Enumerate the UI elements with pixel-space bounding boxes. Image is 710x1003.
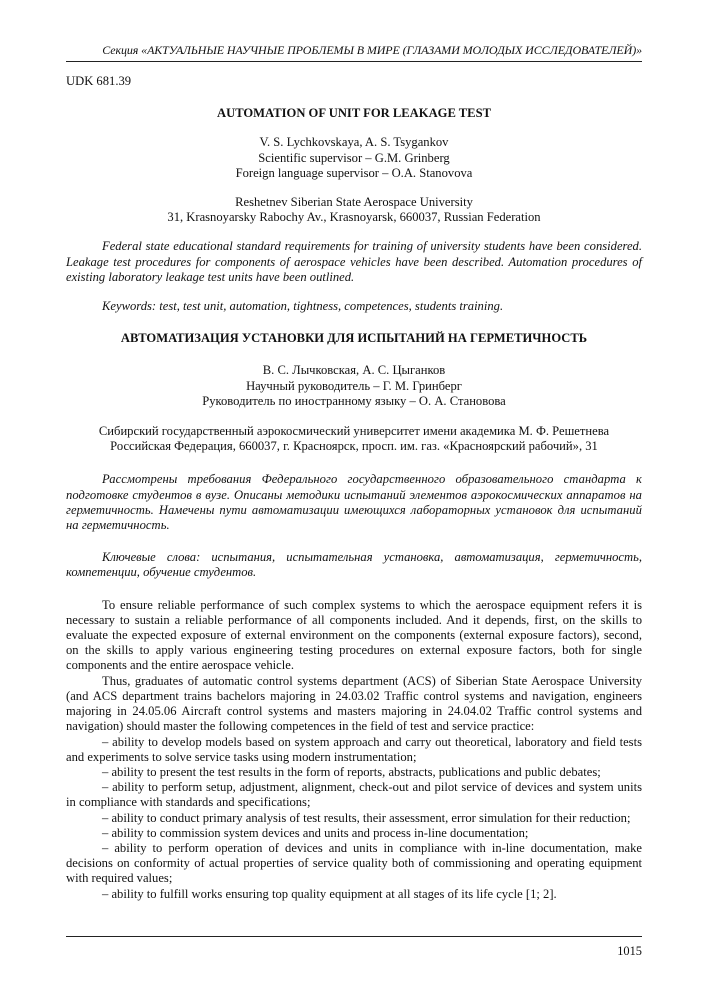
affiliation-line: Reshetnev Siberian State Aerospace University — [235, 195, 473, 210]
competence-item: – ability to develop models based on system approach and carry out theoretical, laboratory and field tests and experiments to solve service tasks using modern instrumentation; — [66, 734, 642, 764]
competence-item: – ability to present the test results in the form of reports, abstracts, publications and public debates; — [102, 764, 601, 779]
russian-affiliation — [66, 424, 642, 454]
affiliation-line: Российская Федерация, 660037, г. Красноярск, просп. им. газ. «Красноярский рабочий», 31 — [110, 439, 598, 454]
header-rule — [66, 61, 642, 62]
english-affiliation — [66, 195, 642, 225]
competence-item: – ability to perform operation of devices and units in compliance with in-line documentation, make decisions on conformity of actual properties of service quality both of commissioning and operating equipment with required values; — [66, 840, 642, 886]
affiliation-line: 31, Krasnoyarsky Rabochy Av., Krasnoyarsk, 660037, Russian Federation — [167, 210, 541, 225]
author-line: Руководитель по иностранному языку – О. А. Становова — [202, 393, 506, 408]
english-keywords: Keywords: test, test unit, automation, tightness, competences, students training. — [102, 299, 504, 314]
competence-item: – ability to fulfill works ensuring top quality equipment at all stages of its life cycle [1; 2]. — [102, 886, 557, 901]
competence-item: – ability to commission system devices and units and process in-line documentation; — [102, 825, 529, 840]
russian-authors — [66, 363, 642, 409]
body-paragraph: Thus, graduates of automatic control systems department (ACS) of Siberian State Aerospace University (and ACS department trains bachelors majoring in 24.03.02 Traffic control systems and navigation, engineers majoring in 24.05.06 Aircraft control systems and masters majoring in 24.04.02 Traffic control systems and navigation) should master the following competences in the field of test and service practice: — [66, 673, 642, 734]
udk-code: UDK 681.39 — [66, 74, 132, 88]
running-head: Секция «АКТУАЛЬНЫЕ НАУЧНЫЕ ПРОБЛЕМЫ В МИРЕ (ГЛАЗАМИ МОЛОДЫХ ИССЛЕДОВАТЕЛЕЙ)» — [102, 43, 642, 57]
author-line: Научный руководитель – Г. М. Гринберг — [246, 378, 462, 393]
affiliation-line: Сибирский государственный аэрокосмический университет имени академика М. Ф. Решетнева — [98, 424, 610, 439]
english-authors — [66, 135, 642, 181]
competence-item: – ability to conduct primary analysis of test results, their assessment, error simulation for their reduction; — [102, 810, 631, 825]
author-line: Scientific supervisor – G.M. Grinberg — [258, 150, 450, 165]
body-paragraph: To ensure reliable performance of such complex systems to which the aerospace equipment refers it is necessary to sustain a reliable performance of all components included. And it depends, first, on the skills to evaluate the expected exposure of external environment on the components (external exposure factors), second, on the skills to apply various engineering testing procedures on external exposure factors, both for single components and the entire aerospace vehicle. — [66, 597, 642, 673]
journal-page — [66, 0, 642, 1003]
author-line: В. С. Лычковская, А. С. Цыганков — [262, 363, 446, 378]
author-line: V. S. Lychkovskaya, A. S. Tsygankov — [259, 135, 449, 150]
competence-item: – ability to perform setup, adjustment, alignment, check-out and pilot service of devices and system units in compliance with standards and specifications; — [66, 780, 642, 810]
english-title: AUTOMATION OF UNIT FOR LEAKAGE TEST — [217, 106, 491, 121]
russian-keywords: Ключевые слова: испытания, испытательная установка, автоматизация, герметичность, компетенции, обучение студентов. — [66, 550, 642, 580]
russian-abstract: Рассмотрены требования Федерального государственного образовательного стандарта к подготовке студентов в вузе. Описаны методики испытаний элементов аэрокосмических аппаратов на герметичность. Намечены пути автоматизации имеющихся лабораторных установок для испытаний на герметичность. — [66, 472, 642, 533]
footer-rule — [66, 936, 642, 937]
russian-title: АВТОМАТИЗАЦИЯ УСТАНОВКИ ДЛЯ ИСПЫТАНИЙ НА ГЕРМЕТИЧНОСТЬ — [120, 331, 588, 346]
page-number: 1015 — [617, 944, 642, 958]
author-line: Foreign language supervisor – O.A. Stanovova — [235, 165, 473, 180]
english-abstract: Federal state educational standard requirements for training of university students have been considered. Leakage test procedures for components of aerospace vehicles have been described. Automation procedures of existing laboratory leakage test units have been outlined. — [66, 239, 642, 284]
article-content — [66, 74, 642, 902]
article-body — [66, 598, 642, 902]
